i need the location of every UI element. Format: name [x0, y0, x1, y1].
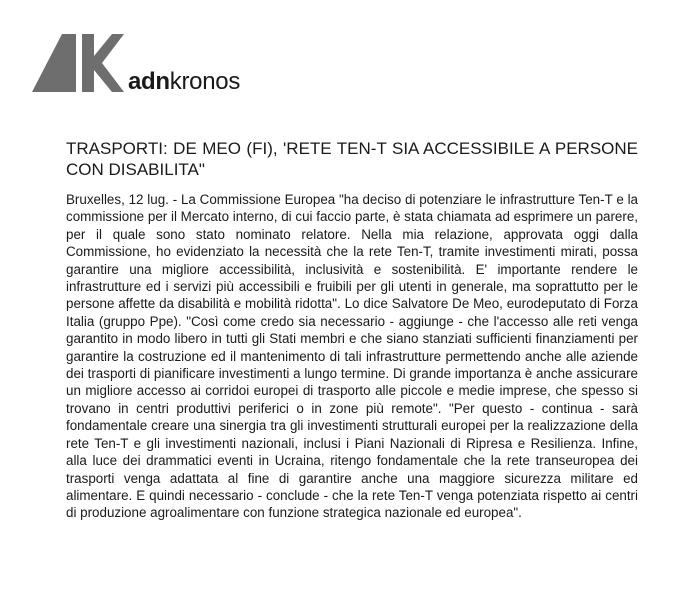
brand-name-light: kronos [169, 68, 241, 95]
article-body: Bruxelles, 12 lug. - La Commissione Europea "ha deciso di potenziare le infrastrutture Ten-T e la commissione per il Mercato interno, di cui faccio parte, è stata chiamata ad esprimere un parere, per il quale sono stato nominato relatore. Nella mia relazione, approvata oggi dalla Commissione, ho evidenziato la necessità che la rete Ten-T, tramite investimenti mirati, possa garantire una migliore accessibilità, inclusività e sostenibilità. E' importante rendere le infrastrutture ed i servizi più accessibili e fruibili per gli utenti in generale, ma soprattutto per le persone affette da disabilità e mobilità ridotta". Lo dice Salvatore De Meo, eurodeputato di Forza Italia (gruppo Ppe). "Così come credo sia necessario - aggiunge - che l'accesso alle reti venga garantito in modo libero in tutti gli Stati membri e che siano stanziati sufficienti finanziamenti per garantire la costruzione ed il mantenimento di tali infrastrutture permettendo anche alle aziende dei trasporti di pianificare investimenti a lungo termine. Di grande importanza è anche assicurare un migliore accesso ai corridoi europei di trasporto alle piccole e medie imprese, che spesso si trovano in centri produttivi periferici o in zone più remote". "Per questo - continua - sarà fondamentale creare una sinergia tra gli investimenti strutturali europei per la realizzazione della rete Ten-T e gli investimenti nazionali, inclusi i Piani Nazionali di Ripresa e Resilienza. Infine, alla luce dei drammatici eventi in Ucraina, ritengo fondamentale che la rete transeuropea dei trasporti venga adattata al fine di garantire anche una maggiore sicurezza militare ed alimentare. E quindi necessario - conclude - che la rete Ten-T venga potenziata rispetto ai centri di produzione agroalimentare con funzione strategica nazionale ed europea". [66, 192, 638, 521]
adnkronos-logo-mark-icon [32, 34, 124, 92]
adnkronos-logo [32, 34, 252, 96]
article-headline: TRASPORTI: DE MEO (FI), 'RETE TEN-T SIA ACCESSIBILE A PERSONE CON DISABILITA" [66, 139, 638, 179]
adnkronos-wordmark [128, 70, 240, 94]
brand-name-strong: adn [128, 68, 170, 95]
